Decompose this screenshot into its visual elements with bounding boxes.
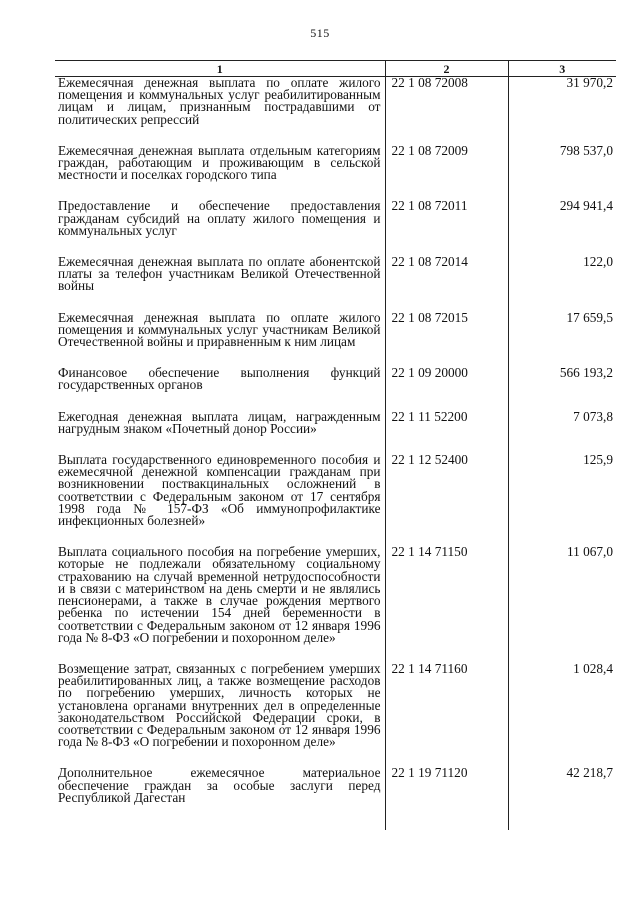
- row-code: 22 1 08 72011: [385, 200, 508, 256]
- table-row: [55, 256, 616, 312]
- table-row: [55, 200, 616, 256]
- table-row: [55, 77, 616, 145]
- row-amount: 125,9: [508, 454, 616, 546]
- table-row: [55, 145, 616, 201]
- row-code: 22 1 12 52400: [385, 454, 508, 546]
- row-amount: 31 970,2: [508, 77, 616, 145]
- row-code: 22 1 08 72015: [385, 312, 508, 368]
- table-row: [55, 767, 616, 830]
- row-name: Финансовое обеспечение выполнения функций государственных органов: [58, 365, 381, 393]
- row-code: 22 1 11 52200: [385, 411, 508, 454]
- table-row: [55, 411, 616, 454]
- row-name: Предоставление и обеспечение предоставления гражданам субсидий на оплату жилого помещения и коммунальных услуг: [58, 198, 381, 238]
- row-amount: 798 537,0: [508, 145, 616, 201]
- row-amount: 566 193,2: [508, 367, 616, 410]
- row-amount: 294 941,4: [508, 200, 616, 256]
- table-row: [55, 663, 616, 767]
- row-name: Ежемесячная денежная выплата по оплате абонентской платы за телефон участникам Великой Отечественной войны: [58, 254, 381, 294]
- row-amount: 7 073,8: [508, 411, 616, 454]
- row-code: 22 1 14 71150: [385, 546, 508, 663]
- row-code: 22 1 08 72014: [385, 256, 508, 312]
- row-amount: 17 659,5: [508, 312, 616, 368]
- row-code: 22 1 19 71120: [385, 767, 508, 830]
- table-row: [55, 546, 616, 663]
- row-name: Дополнительное ежемесячное материальное обеспечение граждан за особые заслуги перед Республикой Дагестан: [58, 765, 381, 805]
- row-amount: 11 067,0: [508, 546, 616, 663]
- row-name: Ежемесячная денежная выплата отдельным категориям граждан, работающим и проживающим в сельской местности и поселках городского типа: [58, 142, 381, 183]
- row-amount: 122,0: [508, 256, 616, 312]
- row-code: 22 1 08 72008: [385, 77, 508, 145]
- row-code: 22 1 14 71160: [385, 663, 508, 767]
- column-header-1: 1: [55, 61, 385, 77]
- row-amount: 1 028,4: [508, 663, 616, 767]
- row-code: 22 1 08 72009: [385, 145, 508, 201]
- row-name: Возмещение затрат, связанных с погребением умерших реабилитированных лиц, а также возмещение расходов по погребению умерших, личность которых не установлена органами внутренних дел в определенные законодательством Российской Федерации сроки, в соответствии с Федеральным законом от 12 января 1996 года № 8-ФЗ «О погребении и похоронном деле»: [58, 660, 381, 750]
- page-number: 515: [310, 26, 330, 40]
- row-name: Ежемесячная денежная выплата по оплате жилого помещения и коммунальных услуг участникам Великой Отечественной войны и приравненным к ним лицам: [58, 309, 381, 350]
- table-row: [55, 454, 616, 546]
- row-code: 22 1 09 20000: [385, 367, 508, 410]
- table-row: [55, 312, 616, 368]
- column-header-2: 2: [385, 61, 508, 77]
- row-name: Ежегодная денежная выплата лицам, награжденным нагрудным знаком «Почетный донор России»: [58, 408, 381, 436]
- budget-table: [55, 60, 616, 830]
- column-header-3: 3: [508, 61, 616, 77]
- row-name: Выплата социального пособия на погребение умерших, которые не подлежали обязательному социальному страхованию на случай временной нетрудоспособности и в связи с материнством на день смерти и не являлись пенсионерами, а также в случае рождения мертвого ребенка по истечении 154 дней беременности в соответствии с Федеральным законом от 12 января 1996 года № 8-ФЗ «О погребении и похоронном деле»: [58, 544, 381, 645]
- row-name: Ежемесячная денежная выплата по оплате жилого помещения и коммунальных услуг реабилитированным лицам и лицам, признанным пострадавшими от политических репрессий: [58, 75, 381, 127]
- row-name: Выплата государственного единовременного пособия и ежемесячной денежной компенсации гражданам при возникновении поствакцинальных осложнений в соответствии с Федеральным законом от 17 сентября 1998 года № 157-ФЗ «Об иммунопрофилактике инфекционных болезней»: [58, 452, 381, 529]
- row-amount: 42 218,7: [508, 767, 616, 830]
- table-row: [55, 367, 616, 410]
